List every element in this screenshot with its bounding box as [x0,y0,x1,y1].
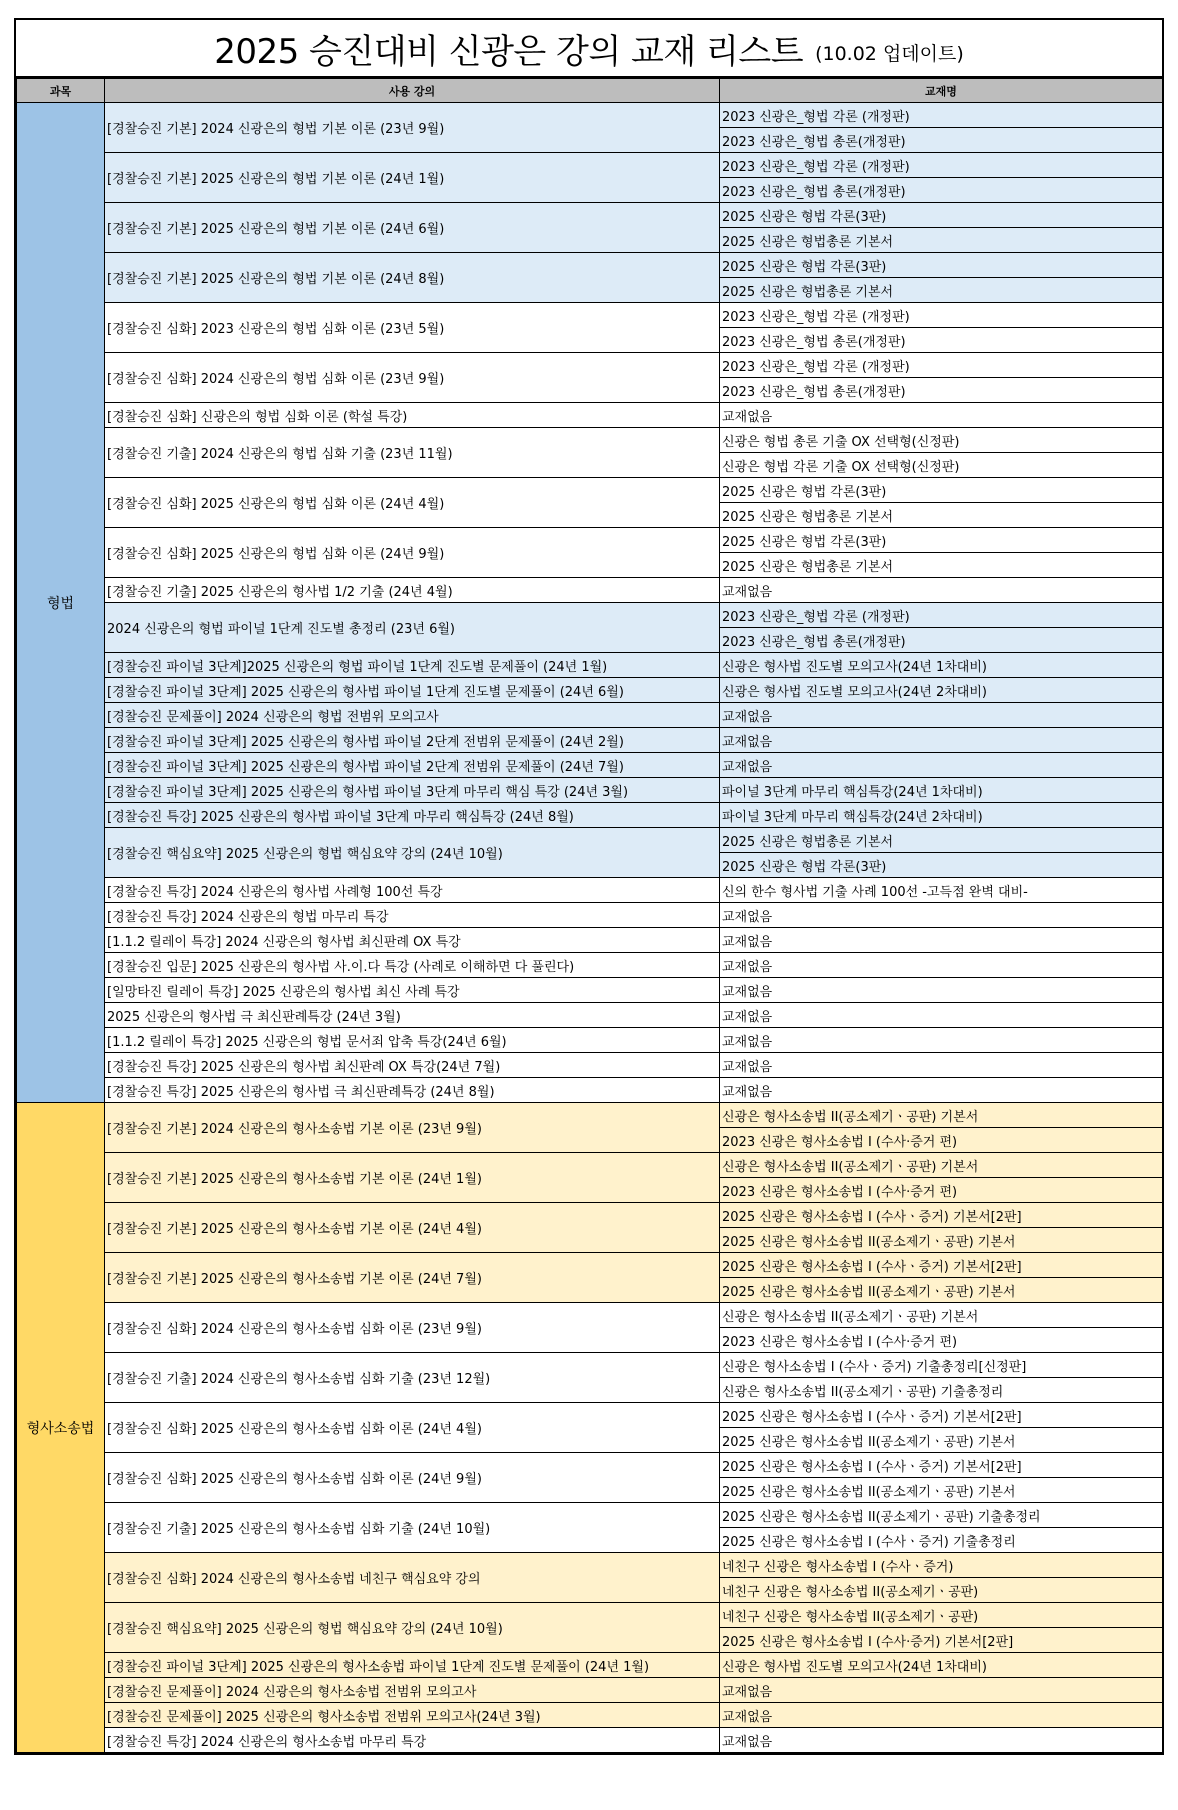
lecture-cell: [경찰승진 심화] 2024 신광은의 형사소송법 네친구 핵심요약 강의 [105,1553,720,1603]
lecture-cell: [경찰승진 심화] 2023 신광은의 형법 심화 이론 (23년 5월) [105,303,720,353]
lecture-cell: [경찰승진 기출] 2025 신광은의 형사법 1/2 기출 (24년 4월) [105,578,720,603]
table-row [17,1553,1163,1578]
textbook-cell: 2025 신광은 형사소송법 I (수사·증거) 기본서[2판] [720,1628,1163,1653]
title-main: 2025 승진대비 신광은 강의 교재 리스트 [214,31,804,72]
textbook-cell: 2023 신광은_형법 각론 (개정판) [720,303,1163,328]
table-row [17,203,1163,228]
textbook-cell: 교재없음 [720,1053,1163,1078]
table-row [17,1028,1163,1053]
table-row [17,478,1163,503]
textbook-cell: 교재없음 [720,1678,1163,1703]
table-row [17,1203,1163,1228]
header-row [17,79,1163,103]
sheet-title [16,20,1162,78]
textbook-cell: 2023 신광은_형법 총론(개정판) [720,128,1163,153]
textbook-cell: 2025 신광은 형법 각론(3판) [720,253,1163,278]
lecture-cell: [경찰승진 파이널 3단계] 2025 신광은의 형사법 파이널 3단계 마무리 핵심 특강 (24년 3월) [105,778,720,803]
textbook-cell: 2025 신광은 형사소송법 I (수사ㆍ증거) 기본서[2판] [720,1203,1163,1228]
lecture-cell: 2024 신광은의 형법 파이널 1단계 진도별 총정리 (23년 6월) [105,603,720,653]
textbook-cell: 2025 신광은 형법 각론(3판) [720,528,1163,553]
table-row [17,1503,1163,1528]
table-row [17,828,1163,853]
lecture-cell: [경찰승진 문제풀이] 2025 신광은의 형사소송법 전범위 모의고사(24년 3월) [105,1703,720,1728]
lecture-cell: [경찰승진 심화] 2025 신광은의 형사소송법 심화 이론 (24년 9월) [105,1453,720,1503]
textbook-cell: 교재없음 [720,578,1163,603]
lecture-cell: [경찰승진 핵심요약] 2025 신광은의 형법 핵심요약 강의 (24년 10월) [105,828,720,878]
textbook-cell: 네친구 신광은 형사소송법 I (수사ㆍ증거) [720,1553,1163,1578]
lecture-cell: [경찰승진 기출] 2024 신광은의 형사소송법 심화 기출 (23년 12월) [105,1353,720,1403]
textbook-cell: 2025 신광은 형사소송법 I (수사ㆍ증거) 기본서[2판] [720,1453,1163,1478]
subject-cell: 형법 [17,103,105,1103]
lecture-cell: [경찰승진 심화] 2025 신광은의 형법 심화 이론 (24년 9월) [105,528,720,578]
textbook-cell: 신광은 형사법 진도별 모의고사(24년 1차대비) [720,1653,1163,1678]
table-row [17,928,1163,953]
lecture-cell: [경찰승진 특강] 2025 신광은의 형사법 최신판례 OX 특강(24년 7월) [105,1053,720,1078]
textbook-cell: 2025 신광은 형사소송법 I (수사ㆍ증거) 기출총정리 [720,1528,1163,1553]
textbook-cell: 교재없음 [720,753,1163,778]
lecture-table [16,78,1163,1753]
header-textbook: 교재명 [720,79,1163,103]
table-row [17,953,1163,978]
table-row [17,1353,1163,1378]
table-row [17,878,1163,903]
textbook-cell: 2025 신광은 형사소송법 I (수사ㆍ증거) 기본서[2판] [720,1253,1163,1278]
textbook-cell: 2025 신광은 형사소송법 II(공소제기ㆍ공판) 기본서 [720,1278,1163,1303]
lecture-cell: [경찰승진 특강] 2024 신광은의 형사소송법 마무리 특강 [105,1728,720,1753]
textbook-cell: 2025 신광은 형사소송법 II(공소제기ㆍ공판) 기본서 [720,1228,1163,1253]
textbook-cell: 2023 신광은_형법 총론(개정판) [720,628,1163,653]
lecture-cell: [경찰승진 파이널 3단계]2025 신광은의 형법 파이널 1단계 진도별 문제풀이 (24년 1월) [105,653,720,678]
textbook-cell: 2023 신광은_형법 총론(개정판) [720,328,1163,353]
lecture-cell: [경찰승진 기본] 2025 신광은의 형사소송법 기본 이론 (24년 1월) [105,1153,720,1203]
lecture-cell: [경찰승진 파이널 3단계] 2025 신광은의 형사법 파이널 1단계 진도별 문제풀이 (24년 6월) [105,678,720,703]
table-row [17,678,1163,703]
lecture-cell: 2025 신광은의 형사법 극 최신판례특강 (24년 3월) [105,1003,720,1028]
lecture-cell: [일망타진 릴레이 특강] 2025 신광은의 형사법 최신 사례 특강 [105,978,720,1003]
textbook-cell: 2023 신광은_형법 총론(개정판) [720,378,1163,403]
lecture-cell: [경찰승진 특강] 2025 신광은의 형사법 극 최신판례특강 (24년 8월) [105,1078,720,1103]
table-body [17,103,1163,1753]
table-row [17,1603,1163,1628]
textbook-cell: 2023 신광은 형사소송법 I (수사·증거 편) [720,1128,1163,1153]
textbook-cell: 2025 신광은 형사소송법 II(공소제기ㆍ공판) 기본서 [720,1478,1163,1503]
table-row [17,428,1163,453]
table-row [17,153,1163,178]
textbook-cell: 교재없음 [720,1728,1163,1753]
table-row [17,528,1163,553]
table-row [17,753,1163,778]
textbook-cell: 2023 신광은_형법 총론(개정판) [720,178,1163,203]
lecture-cell: [경찰승진 기출] 2025 신광은의 형사소송법 심화 기출 (24년 10월) [105,1503,720,1553]
lecture-cell: [경찰승진 기본] 2025 신광은의 형사소송법 기본 이론 (24년 4월) [105,1203,720,1253]
textbook-cell: 2025 신광은 형법 각론(3판) [720,478,1163,503]
table-row [17,978,1163,1003]
lecture-cell: [경찰승진 기본] 2025 신광은의 형법 기본 이론 (24년 8월) [105,253,720,303]
textbook-cell: 신광은 형사소송법 II(공소제기ㆍ공판) 기본서 [720,1303,1163,1328]
lecture-cell: [경찰승진 핵심요약] 2025 신광은의 형법 핵심요약 강의 (24년 10월) [105,1603,720,1653]
header-lecture: 사용 강의 [105,79,720,103]
textbook-cell: 2023 신광은_형법 각론 (개정판) [720,603,1163,628]
textbook-cell: 2025 신광은 형법총론 기본서 [720,228,1163,253]
textbook-cell: 신의 한수 형사법 기출 사례 100선 -고득점 완벽 대비- [720,878,1163,903]
textbook-cell: 교재없음 [720,1003,1163,1028]
table-row [17,578,1163,603]
textbook-cell: 2023 신광은_형법 각론 (개정판) [720,353,1163,378]
table-row [17,1728,1163,1753]
table-row [17,253,1163,278]
lecture-cell: [경찰승진 특강] 2025 신광은의 형사법 파이널 3단계 마무리 핵심특강 (24년 8월) [105,803,720,828]
lecture-cell: [경찰승진 기출] 2024 신광은의 형법 심화 기출 (23년 11월) [105,428,720,478]
textbook-cell: 네친구 신광은 형사소송법 II(공소제기ㆍ공판) [720,1578,1163,1603]
table-row [17,1103,1163,1128]
lecture-cell: [경찰승진 심화] 신광은의 형법 심화 이론 (학설 특강) [105,403,720,428]
textbook-cell: 2025 신광은 형사소송법 II(공소제기ㆍ공판) 기출총정리 [720,1503,1163,1528]
textbook-cell: 2025 신광은 형법총론 기본서 [720,828,1163,853]
textbook-cell: 2025 신광은 형법 각론(3판) [720,853,1163,878]
table-row [17,1703,1163,1728]
title-update-date: (10.02 업데이트) [815,42,964,65]
textbook-cell: 교재없음 [720,1703,1163,1728]
textbook-cell: 신광은 형사소송법 II(공소제기ㆍ공판) 기출총정리 [720,1378,1163,1403]
textbook-cell: 2025 신광은 형법 각론(3판) [720,203,1163,228]
table-row [17,778,1163,803]
textbook-cell: 신광은 형법 각론 기출 OX 선택형(신정판) [720,453,1163,478]
table-row [17,353,1163,378]
textbook-cell: 신광은 형사법 진도별 모의고사(24년 1차대비) [720,653,1163,678]
textbook-cell: 2025 신광은 형법총론 기본서 [720,553,1163,578]
lecture-cell: [경찰승진 파이널 3단계] 2025 신광은의 형사법 파이널 2단계 전범위 문제풀이 (24년 7월) [105,753,720,778]
textbook-cell: 파이널 3단계 마무리 핵심특강(24년 2차대비) [720,803,1163,828]
textbook-cell: 교재없음 [720,703,1163,728]
lecture-cell: [경찰승진 문제풀이] 2024 신광은의 형사소송법 전범위 모의고사 [105,1678,720,1703]
textbook-cell: 2025 신광은 형사소송법 II(공소제기ㆍ공판) 기본서 [720,1428,1163,1453]
table-row [17,703,1163,728]
textbook-cell: 교재없음 [720,978,1163,1003]
textbook-cell: 2023 신광은 형사소송법 I (수사·증거 편) [720,1328,1163,1353]
textbook-cell: 교재없음 [720,1028,1163,1053]
textbook-cell: 교재없음 [720,1078,1163,1103]
textbook-cell: 2023 신광은_형법 각론 (개정판) [720,103,1163,128]
textbook-cell: 신광은 형법 총론 기출 OX 선택형(신정판) [720,428,1163,453]
lecture-cell: [경찰승진 심화] 2024 신광은의 형사소송법 심화 이론 (23년 9월) [105,1303,720,1353]
textbook-cell: 2025 신광은 형사소송법 I (수사ㆍ증거) 기본서[2판] [720,1403,1163,1428]
table-row [17,403,1163,428]
table-row [17,1003,1163,1028]
textbook-cell: 신광은 형사법 진도별 모의고사(24년 2차대비) [720,678,1163,703]
textbook-cell: 교재없음 [720,903,1163,928]
lecture-cell: [경찰승진 입문] 2025 신광은의 형사법 사.이.다 특강 (사례로 이해하면 다 풀린다) [105,953,720,978]
table-row [17,653,1163,678]
table-row [17,1253,1163,1278]
table-row [17,1403,1163,1428]
header-subject: 과목 [17,79,105,103]
lecture-cell: [경찰승진 기본] 2025 신광은의 형법 기본 이론 (24년 1월) [105,153,720,203]
table-row [17,1153,1163,1178]
lecture-cell: [경찰승진 파이널 3단계] 2025 신광은의 형사법 파이널 2단계 전범위 문제풀이 (24년 2월) [105,728,720,753]
table-row [17,1053,1163,1078]
textbook-cell: 2025 신광은 형법총론 기본서 [720,503,1163,528]
lecture-cell: [경찰승진 파이널 3단계] 2025 신광은의 형사소송법 파이널 1단계 진도별 문제풀이 (24년 1월) [105,1653,720,1678]
table-row [17,103,1163,128]
table-row [17,1653,1163,1678]
lecture-cell: [경찰승진 기본] 2024 신광은의 형법 기본 이론 (23년 9월) [105,103,720,153]
table-row [17,1678,1163,1703]
table-row [17,603,1163,628]
lecture-textbook-sheet [14,18,1164,1755]
lecture-cell: [경찰승진 기본] 2025 신광은의 형사소송법 기본 이론 (24년 7월) [105,1253,720,1303]
table-row [17,728,1163,753]
lecture-cell: [경찰승진 문제풀이] 2024 신광은의 형법 전범위 모의고사 [105,703,720,728]
lecture-cell: [경찰승진 기본] 2025 신광은의 형법 기본 이론 (24년 6월) [105,203,720,253]
textbook-cell: 교재없음 [720,928,1163,953]
table-row [17,1303,1163,1328]
table-row [17,1453,1163,1478]
textbook-cell: 교재없음 [720,728,1163,753]
textbook-cell: 2025 신광은 형법총론 기본서 [720,278,1163,303]
table-row [17,903,1163,928]
textbook-cell: 교재없음 [720,403,1163,428]
textbook-cell: 네친구 신광은 형사소송법 II(공소제기ㆍ공판) [720,1603,1163,1628]
table-row [17,803,1163,828]
lecture-cell: [경찰승진 심화] 2024 신광은의 형법 심화 이론 (23년 9월) [105,353,720,403]
textbook-cell: 신광은 형사소송법 II(공소제기ㆍ공판) 기본서 [720,1103,1163,1128]
lecture-cell: [1.1.2 릴레이 특강] 2024 신광은의 형사법 최신판례 OX 특강 [105,928,720,953]
lecture-cell: [경찰승진 특강] 2024 신광은의 형법 마무리 특강 [105,903,720,928]
textbook-cell: 신광은 형사소송법 II(공소제기ㆍ공판) 기본서 [720,1153,1163,1178]
table-row [17,303,1163,328]
textbook-cell: 2023 신광은_형법 각론 (개정판) [720,153,1163,178]
textbook-cell: 교재없음 [720,953,1163,978]
textbook-cell: 파이널 3단계 마무리 핵심특강(24년 1차대비) [720,778,1163,803]
lecture-cell: [경찰승진 심화] 2025 신광은의 형법 심화 이론 (24년 4월) [105,478,720,528]
table-row [17,1078,1163,1103]
lecture-cell: [경찰승진 심화] 2025 신광은의 형사소송법 심화 이론 (24년 4월) [105,1403,720,1453]
lecture-cell: [경찰승진 기본] 2024 신광은의 형사소송법 기본 이론 (23년 9월) [105,1103,720,1153]
lecture-cell: [경찰승진 특강] 2024 신광은의 형사법 사례형 100선 특강 [105,878,720,903]
lecture-cell: [1.1.2 릴레이 특강] 2025 신광은의 형법 문서죄 압축 특강(24년 6월) [105,1028,720,1053]
subject-cell: 형사소송법 [17,1103,105,1753]
textbook-cell: 2023 신광은 형사소송법 I (수사·증거 편) [720,1178,1163,1203]
textbook-cell: 신광은 형사소송법 I (수사ㆍ증거) 기출총정리[신정판] [720,1353,1163,1378]
